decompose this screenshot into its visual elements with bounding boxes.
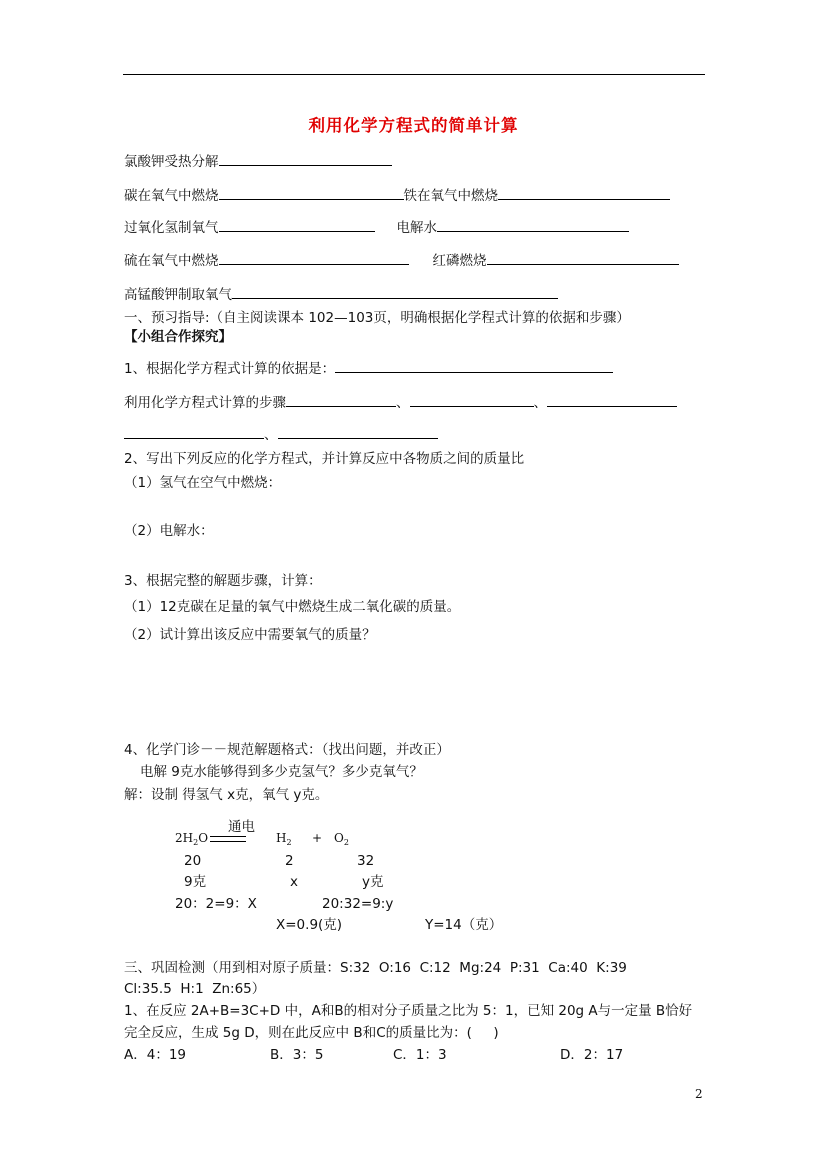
given-c: y克: [362, 874, 384, 890]
label-kclo3: 氯酸钾受热分解: [124, 154, 219, 170]
q1-steps-label: 利用化学方程式计算的步骤: [124, 395, 286, 411]
label-sulfur: 硫在氧气中燃烧: [124, 253, 219, 269]
label-electrolysis: 电解水: [396, 220, 437, 236]
blank-h2o2[interactable]: [219, 217, 375, 232]
q1-label: 1、根据化学方程式计算的依据是：: [124, 361, 336, 377]
q1-blank[interactable]: [335, 358, 613, 373]
q1-steps-line-2: [124, 424, 438, 444]
result-2: Y=14（克）: [425, 917, 503, 933]
sep-2: 、: [533, 395, 547, 411]
section3-heading-1: 三、巩固检测（用到相对原子质量：S:32 O:16 C:12 Mg:24 P:31 Ca:40 K:39: [124, 960, 627, 976]
mass-a: 20: [184, 853, 202, 869]
product-o2: $O_2$: [334, 831, 349, 847]
section3-heading-2: Cl:35.5 H:1 Zn:65）: [124, 981, 266, 997]
q2-2-text: （2）电解水：: [124, 523, 214, 539]
blank-sulfur[interactable]: [219, 250, 409, 265]
q2-text: 2、写出下列反应的化学方程式，并计算反应中各物质之间的质量比: [124, 451, 525, 467]
blank-electrolysis[interactable]: [437, 217, 629, 232]
plus-sign: +: [312, 831, 323, 845]
option-a[interactable]: A．4：19: [124, 1047, 187, 1063]
q3-text: 3、根据完整的解题步骤，计算：: [124, 573, 322, 589]
header-rule: [123, 74, 705, 75]
page-title: 利用化学方程式的简单计算: [308, 116, 519, 135]
blank-kmno4[interactable]: [232, 284, 558, 299]
section1-heading: 一、预习指导:（自主阅读课本 102—103页，明确根据化学程式计算的依据和步骤）: [124, 310, 630, 326]
label-iron: 铁在氧气中燃烧: [403, 188, 498, 204]
product-h2: $H_2$: [276, 831, 292, 847]
sep-1: 、: [396, 395, 410, 411]
q3-1-text: （1）12克碳在足量的氧气中燃烧生成二氧化碳的质量。: [124, 599, 461, 615]
given-b: x: [290, 874, 298, 890]
q1-line: [124, 358, 613, 378]
label-phosphorus: 红磷燃烧: [432, 253, 487, 269]
label-carbon: 碳在氧气中燃烧: [124, 188, 219, 204]
result-1: X=0.9(克): [276, 917, 343, 933]
step-blank-1[interactable]: [286, 392, 396, 407]
given-a: 9克: [184, 874, 207, 890]
blank-iron[interactable]: [498, 185, 670, 200]
line-carbon: [124, 185, 670, 205]
q1-steps-line: [124, 392, 677, 412]
option-c[interactable]: C．1：3: [393, 1047, 447, 1063]
mass-c: 32: [357, 853, 375, 869]
group-heading: 【小组合作探究】: [124, 329, 232, 345]
reactant: $2H_2O$: [175, 831, 209, 847]
ratio-2: 20:32=9:y: [322, 896, 394, 912]
q4-answer: 解：设制 得氢气 x克，氧气 y克。: [124, 787, 329, 803]
q4-text: 4、化学门诊－－规范解题格式：（找出问题，并改正）: [124, 742, 450, 758]
label-h2o2: 过氧化氢制氧气: [124, 220, 219, 236]
line-h2o2: [124, 217, 629, 237]
s3-q1-line1: 1、在反应 2A+B=3C+D 中，A和B的相对分子质量之比为 5：1，已知 20g A与一定量 B恰好: [124, 1003, 693, 1019]
ratio-1: 20：2=9：X: [175, 896, 257, 912]
page-number: 2: [695, 1087, 703, 1101]
step-blank-4[interactable]: [124, 424, 264, 439]
condition-label: 通电: [228, 819, 255, 835]
label-kmno4: 高锰酸钾制取氧气: [124, 287, 232, 303]
reaction-arrow: [210, 836, 246, 842]
line-kmno4: [124, 284, 558, 304]
s3-q1-line2: 完全反应，生成 5g D，则在此反应中 B和C的质量比为：( ): [124, 1025, 499, 1041]
step-blank-5[interactable]: [278, 424, 438, 439]
q3-2-text: （2）试计算出该反应中需要氧气的质量？: [124, 627, 376, 643]
blank-carbon[interactable]: [219, 185, 404, 200]
q2-1-text: （1）氢气在空气中燃烧：: [124, 475, 282, 491]
option-d[interactable]: D．2：17: [560, 1047, 624, 1063]
line-sulfur: [124, 250, 679, 270]
blank-phosphorus[interactable]: [487, 250, 679, 265]
step-blank-2[interactable]: [410, 392, 534, 407]
line-kclo3: [124, 151, 392, 171]
sep-3: 、: [264, 427, 278, 443]
mass-b: 2: [285, 853, 294, 869]
option-b[interactable]: B．3：5: [270, 1047, 324, 1063]
blank-kclo3[interactable]: [219, 151, 392, 166]
q4-question: 电解 9克水能够得到多少克氢气？多少克氧气？: [140, 764, 423, 780]
step-blank-3[interactable]: [547, 392, 677, 407]
